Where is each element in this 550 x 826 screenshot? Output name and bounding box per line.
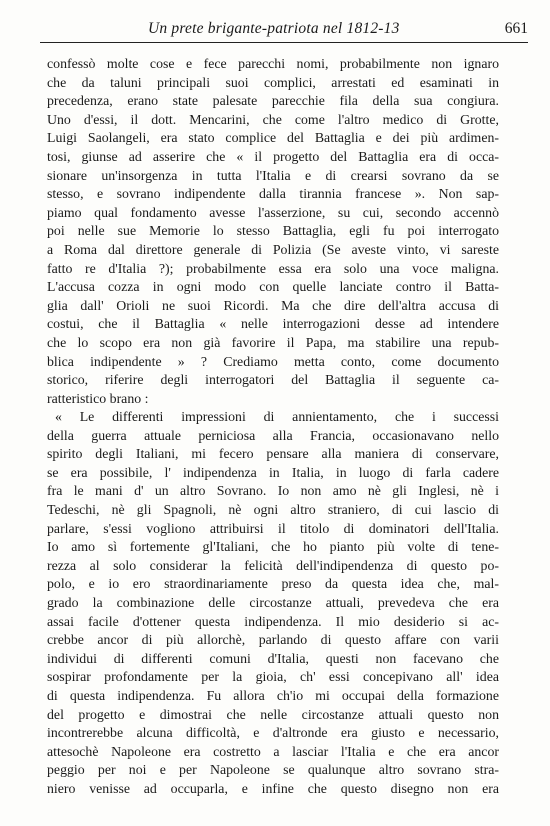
text-line: Uno d'essi, il dott. Mencarini, che come l'altro medico di Grotte,: [47, 111, 499, 127]
text-line: L'accusa cozza in ogni modo con quelle lanciate contro il Batta-: [47, 279, 499, 295]
text-line: fatto re d'Italia ?); probabilmente essa era solo una voce maligna.: [47, 260, 499, 276]
text-line: Luigi Saolangeli, era stato complice del Battaglia e dei più ardimen-: [47, 130, 499, 146]
page-number: 661: [504, 20, 528, 37]
text-line: storico, riferire degli interrogatori del Battaglia il seguente ca-: [47, 372, 499, 388]
quote-line: individui di differenti comuni d'Italia, questi non facevano che: [47, 650, 499, 666]
text-line: blica indipendente » ? Crediamo metta conto, come documento: [47, 353, 499, 369]
quote-line: attesochè Napoleone era costretto a lasciar l'Italia e che era ancor: [47, 743, 499, 759]
text-line: che da taluni principali suoi complici, arrestati ed esaminati in: [47, 74, 499, 90]
text-line: glia dall' Orioli ne suoi Ricordi. Ma che dire dell'altra accusa di: [47, 297, 499, 313]
quote-line: crebbe ancor di più allorchè, parlando di questo affare con varii: [47, 632, 499, 648]
quote-line: polo, e io ero straordinariamente preso da questa idea che, mal-: [47, 576, 499, 592]
text-line: costui, che il Battaglia « nelle interrogazioni desse ad intendere: [47, 316, 499, 332]
quote-line: parlare, s'essi vogliono attribuirsi il titolo di dominatori dell'Italia.: [47, 520, 499, 536]
quote-line: « Le differenti impressioni di annientamento, che i successi: [55, 409, 499, 424]
text-line: stesso, e sovrano indipendente dalla tirannia francese ». Non sap-: [47, 186, 499, 202]
quote-line: spirito degli Italiani, mi fecero pensare alla maniera di conservare,: [47, 446, 499, 462]
running-header: [40, 18, 528, 44]
text-line: che lo scopo era non già favorire il Papa, ma stabilire una repub-: [47, 334, 499, 350]
text-line: precedenza, erano state palesate parecchie fila della sua congiura.: [47, 93, 499, 109]
quote-line: della guerra attuale perniciosa alla Francia, occasionavano nello: [47, 427, 499, 443]
quote-line: di questa indipendenza. Fu allora ch'io mi occupai della formazione: [47, 687, 499, 703]
quote-line: grado la combinazione delle circostanze attuali, prevedeva che era: [47, 594, 499, 610]
header-rule: [40, 42, 528, 43]
quote-line: rezza al solo considerar la felicità dell'indipendenza di questo po-: [47, 557, 499, 573]
quote-line: Io amo sì fortemente gl'Italiani, che ho pianto più volte di tene-: [47, 539, 499, 555]
text-line: sionare un'insorgenza in tutta l'Italia e di crearsi sovrano da se: [47, 167, 499, 183]
quote-line: niero venisse ad occuparla, e infine che questo disegno non era: [47, 780, 499, 796]
paragraph-1: [47, 55, 499, 408]
text-line: poi nelle sue Memorie lo stesso Battaglia, egli fu poi interrogato: [47, 223, 499, 239]
quote-line: fra le mani d' un altro Sovrano. Io non amo nè gli Inglesi, nè i: [47, 483, 499, 499]
quote-line: assai facile d'ottener questa indipendenza. Il mio desiderio si ac-: [47, 613, 499, 629]
quote-line: peggio per noi e per Napoleone se qualunque altro sovrano stra-: [47, 762, 499, 778]
quoted-passage: [47, 408, 499, 798]
text-line: ratteristico brano :: [47, 390, 149, 406]
running-title: Un prete brigante-patriota nel 1812-13: [148, 20, 400, 37]
quote-line: se era possibile, l' indipendenza in Italia, in luogo di farla cadere: [47, 464, 499, 480]
text-line: confessò molte cose e fece parecchi nomi, probabilmente non ignaro: [47, 56, 499, 71]
quote-line: sospirar profondamente per la gioia, ch' essi concepivano all' idea: [47, 669, 499, 685]
text-line: tosi, giunse ad asserire che « il progetto del Battaglia era di occa-: [47, 148, 499, 164]
quote-line: Tedeschi, nè gli Spagnoli, nè ogni altro straniero, di cui lascio di: [47, 501, 499, 517]
quote-line: del progetto e dimostrai che nelle circostanze attuali questo non: [47, 706, 499, 722]
text-line: a Roma dal direttore generale di Polizia (Se aveste vinto, vi sareste: [47, 241, 499, 257]
quote-line: incontrerebbe alcuna difficoltà, e d'altronde era giusto e necessario,: [47, 725, 499, 741]
text-line: piamo qual fondamento avesse l'asserzione, su cui, secondo accennò: [47, 204, 499, 220]
